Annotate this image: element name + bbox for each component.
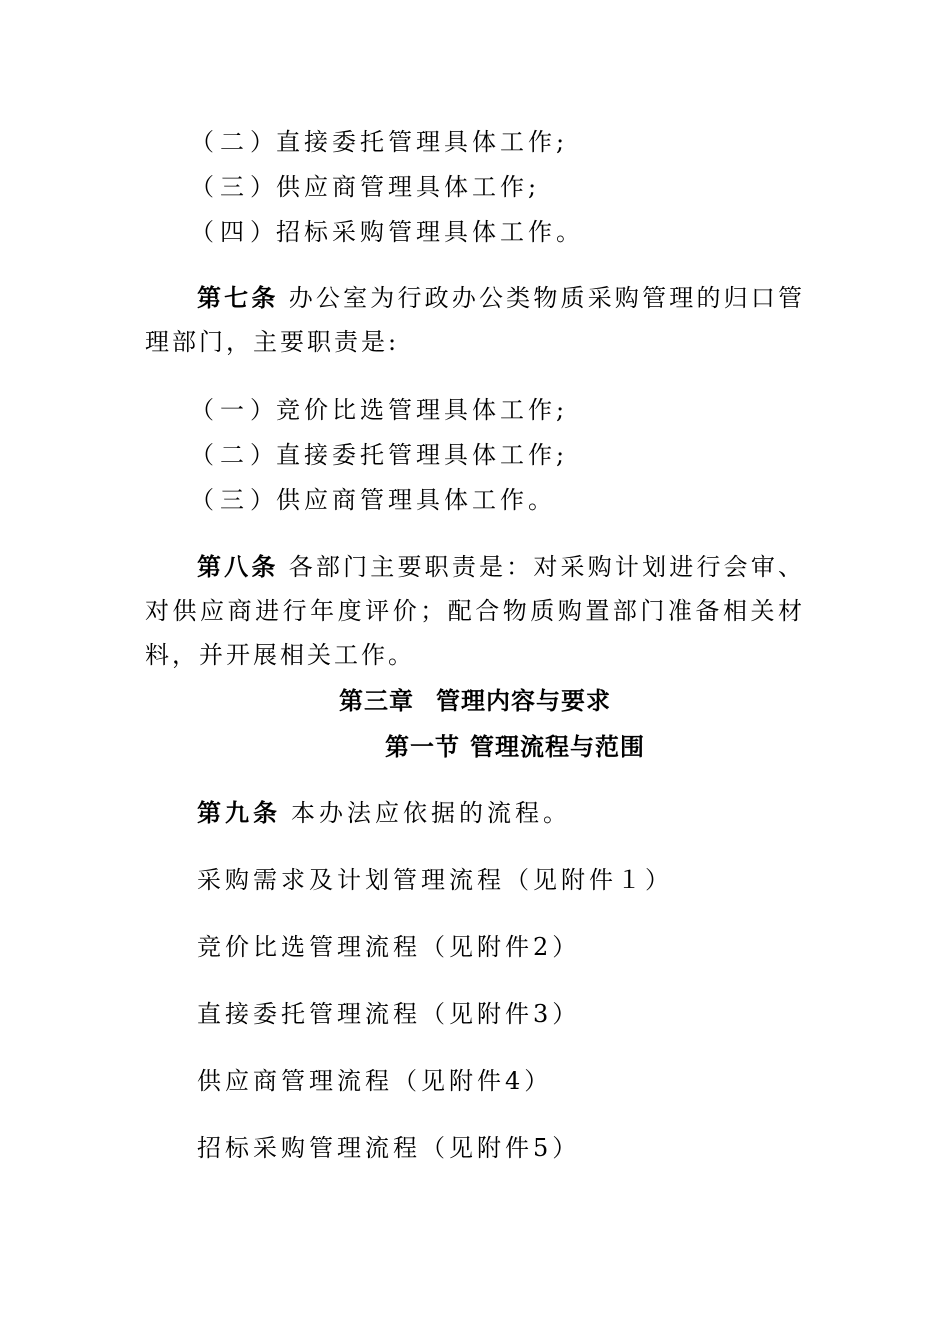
list-item [190,484,556,516]
article-label: 第九条 [197,799,281,827]
list-marker: （三） [190,173,280,201]
list-marker: （一） [190,396,280,424]
flow-item: 采购需求及计划管理流程（见附件１） [197,866,673,894]
article-text: 本办法应依据的流程。 [291,799,571,827]
flow-item: 招标采购管理流程（见附件5） [197,1134,581,1162]
chapter-heading [0,685,950,717]
list-item [190,394,568,426]
flow-item: 直接委托管理流程（见附件3） [197,1000,581,1028]
list-text: 竞价比选管理具体工作; [276,396,569,424]
article-paragraph [145,276,805,364]
chapter-number: 第三章 [339,687,414,715]
flow-item: 竞价比选管理流程（见附件2） [197,933,581,961]
list-item [190,171,540,203]
article-paragraph [145,545,805,677]
list-text: 供应商管理具体工作; [276,173,541,201]
chapter-title: 管理内容与要求 [436,687,611,715]
list-marker: （二） [190,128,280,156]
list-item [190,216,584,248]
article-text: 办公室为行政办公类物质采购管理的归口管理部门，主要职责是: [145,284,805,356]
list-text: 直接委托管理具体工作; [276,441,569,469]
section-heading [0,731,950,763]
list-marker: （三） [190,486,280,514]
section-number: 第一节 [385,733,460,761]
list-marker: （四） [190,218,280,246]
article-text: 各部门主要职责是：对采购计划进行会审、对供应商进行年度评价；配合物质购置部门准备相关材料，并开展相关工作。 [145,553,805,669]
list-item [190,126,568,158]
list-item [190,439,568,471]
list-text: 供应商管理具体工作。 [276,486,556,514]
article-label: 第八条 [197,553,279,581]
section-title: 管理流程与范围 [470,733,645,761]
list-text: 直接委托管理具体工作; [276,128,569,156]
article-paragraph [197,797,571,829]
flow-item: 供应商管理流程（见附件4） [197,1067,553,1095]
article-label: 第七条 [197,284,279,312]
list-marker: （二） [190,441,280,469]
list-text: 招标采购管理具体工作。 [276,218,584,246]
